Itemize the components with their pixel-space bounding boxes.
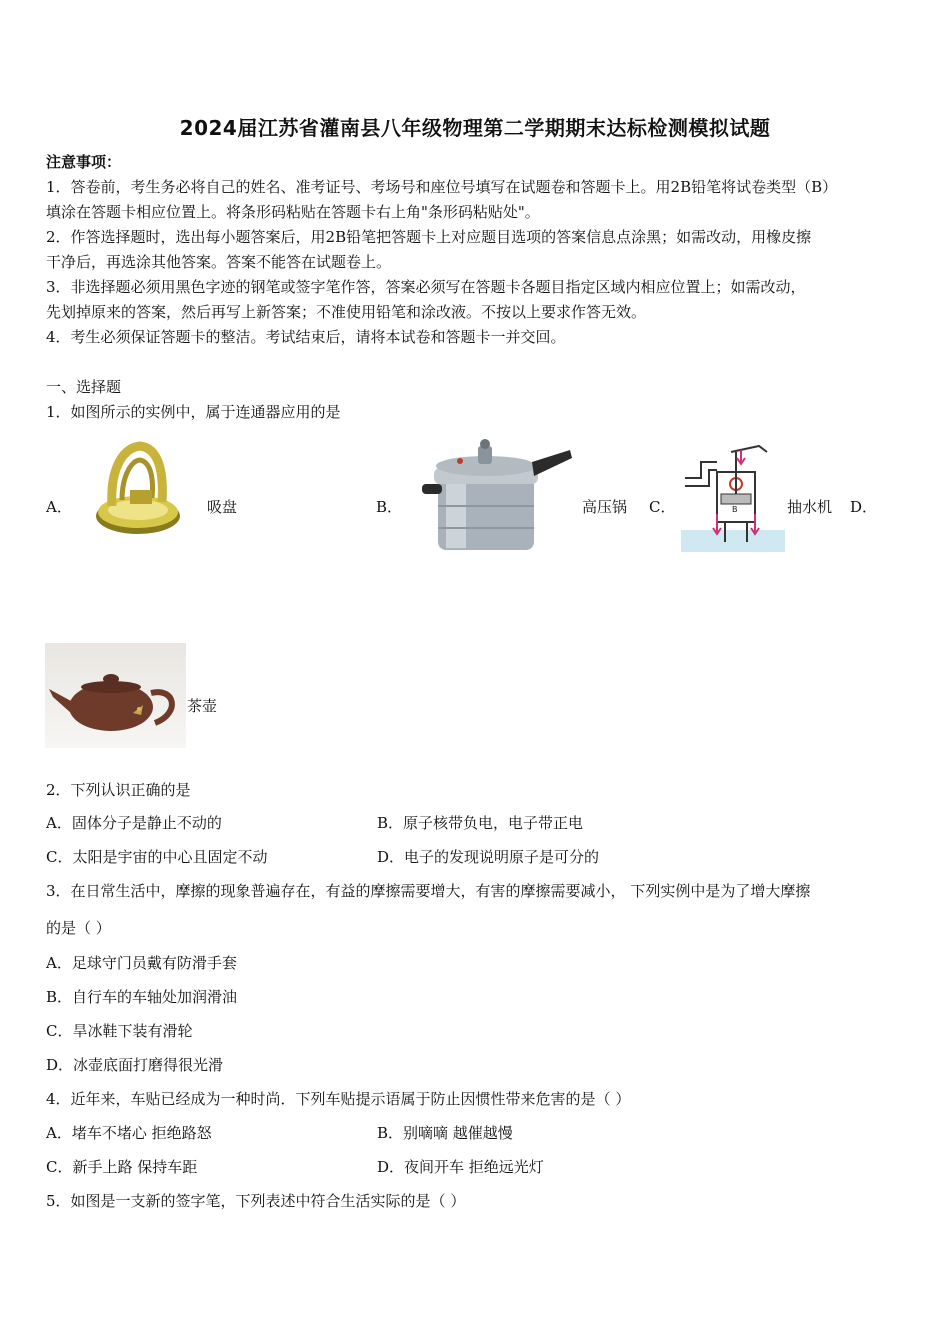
water-pump-image xyxy=(681,442,785,552)
pressure-cooker-image xyxy=(420,436,575,554)
pump-valve-mark: B xyxy=(732,505,738,514)
q4-option-a: A．堵车不堵心 拒绝路怒 xyxy=(46,1124,212,1142)
question-5-stem: 5．如图是一支新的签字笔，下列表述中符合生活实际的是（ ） xyxy=(46,1192,466,1210)
notice-line: 填涂在答题卡相应位置上。将条形码粘贴在答题卡右上角"条形码粘贴处"。 xyxy=(46,203,540,221)
question-3-stem: 3．在日常生活中，摩擦的现象普遍存在，有益的摩擦需要增大，有害的摩擦需要减小， 下列实例中是为了增大摩擦 xyxy=(46,882,811,900)
page-title: 2024届江苏省灌南县八年级物理第二学期期末达标检测模拟试题 xyxy=(179,116,771,140)
q3-option-d: D．冰壶底面打磨得很光滑 xyxy=(46,1056,224,1074)
question-3-stem-cont: 的是（ ） xyxy=(46,919,111,937)
question-1-stem: 1．如图所示的实例中，属于连通器应用的是 xyxy=(46,403,341,421)
q4-option-b: B．别嘀嘀 越催越慢 xyxy=(377,1124,513,1142)
notice-line: 2．作答选择题时，选出每小题答案后，用2B铅笔把答题卡上对应题目选项的答案信息点涂黑；如需改动，用橡皮擦 xyxy=(46,228,812,246)
q3-option-c: C．旱冰鞋下装有滑轮 xyxy=(46,1022,193,1040)
q2-option-b: B．原子核带负电，电子带正电 xyxy=(377,814,584,832)
q3-option-a: A．足球守门员戴有防滑手套 xyxy=(46,954,237,972)
q2-option-a: A．固体分子是静止不动的 xyxy=(46,814,222,832)
question-4-stem: 4．近年来，车贴已经成为一种时尚．下列车贴提示语属于防止因惯性带来危害的是（ ） xyxy=(46,1090,631,1108)
option-c-label: 抽水机 xyxy=(787,498,833,516)
q4-option-d: D．夜间开车 拒绝远光灯 xyxy=(377,1158,544,1176)
q4-option-c: C．新手上路 保持车距 xyxy=(46,1158,198,1176)
section-heading: 一、选择题 xyxy=(46,378,122,396)
option-b-label: 高压锅 xyxy=(582,498,628,516)
notice-heading: 注意事项： xyxy=(46,153,122,171)
q2-option-d: D．电子的发现说明原子是可分的 xyxy=(377,848,600,866)
suction-cup-image xyxy=(92,440,204,540)
teapot-image xyxy=(45,643,186,748)
option-b-letter: B． xyxy=(376,498,403,516)
notice-line: 3．非选择题必须用黑色字迹的钢笔或签字笔作答，答案必须写在答题卡各题目指定区域内相应位置上；如需改动， xyxy=(46,278,806,296)
option-c-letter: C． xyxy=(649,498,676,516)
question-2-stem: 2．下列认识正确的是 xyxy=(46,781,191,799)
option-a-label: 吸盘 xyxy=(207,498,238,516)
q2-option-c: C．太阳是宇宙的中心且固定不动 xyxy=(46,848,268,866)
option-a-letter: A． xyxy=(46,498,72,516)
notice-line: 干净后，再选涂其他答案。答案不能答在试题卷上。 xyxy=(46,253,392,271)
q3-option-b: B．自行车的车轴处加润滑油 xyxy=(46,988,238,1006)
notice-line: 4．考生必须保证答题卡的整洁。考试结束后，请将本试卷和答题卡一并交回。 xyxy=(46,328,566,346)
notice-line: 1．答卷前，考生务必将自己的姓名、准考证号、考场号和座位号填写在试题卷和答题卡上。用2B铅笔将试卷类型（B） xyxy=(46,178,838,196)
option-d-label: 茶壶 xyxy=(187,697,218,715)
notice-line: 先划掉原来的答案，然后再写上新答案；不准使用铅笔和涂改液。不按以上要求作答无效。 xyxy=(46,303,647,321)
option-d-letter: D． xyxy=(850,498,878,516)
